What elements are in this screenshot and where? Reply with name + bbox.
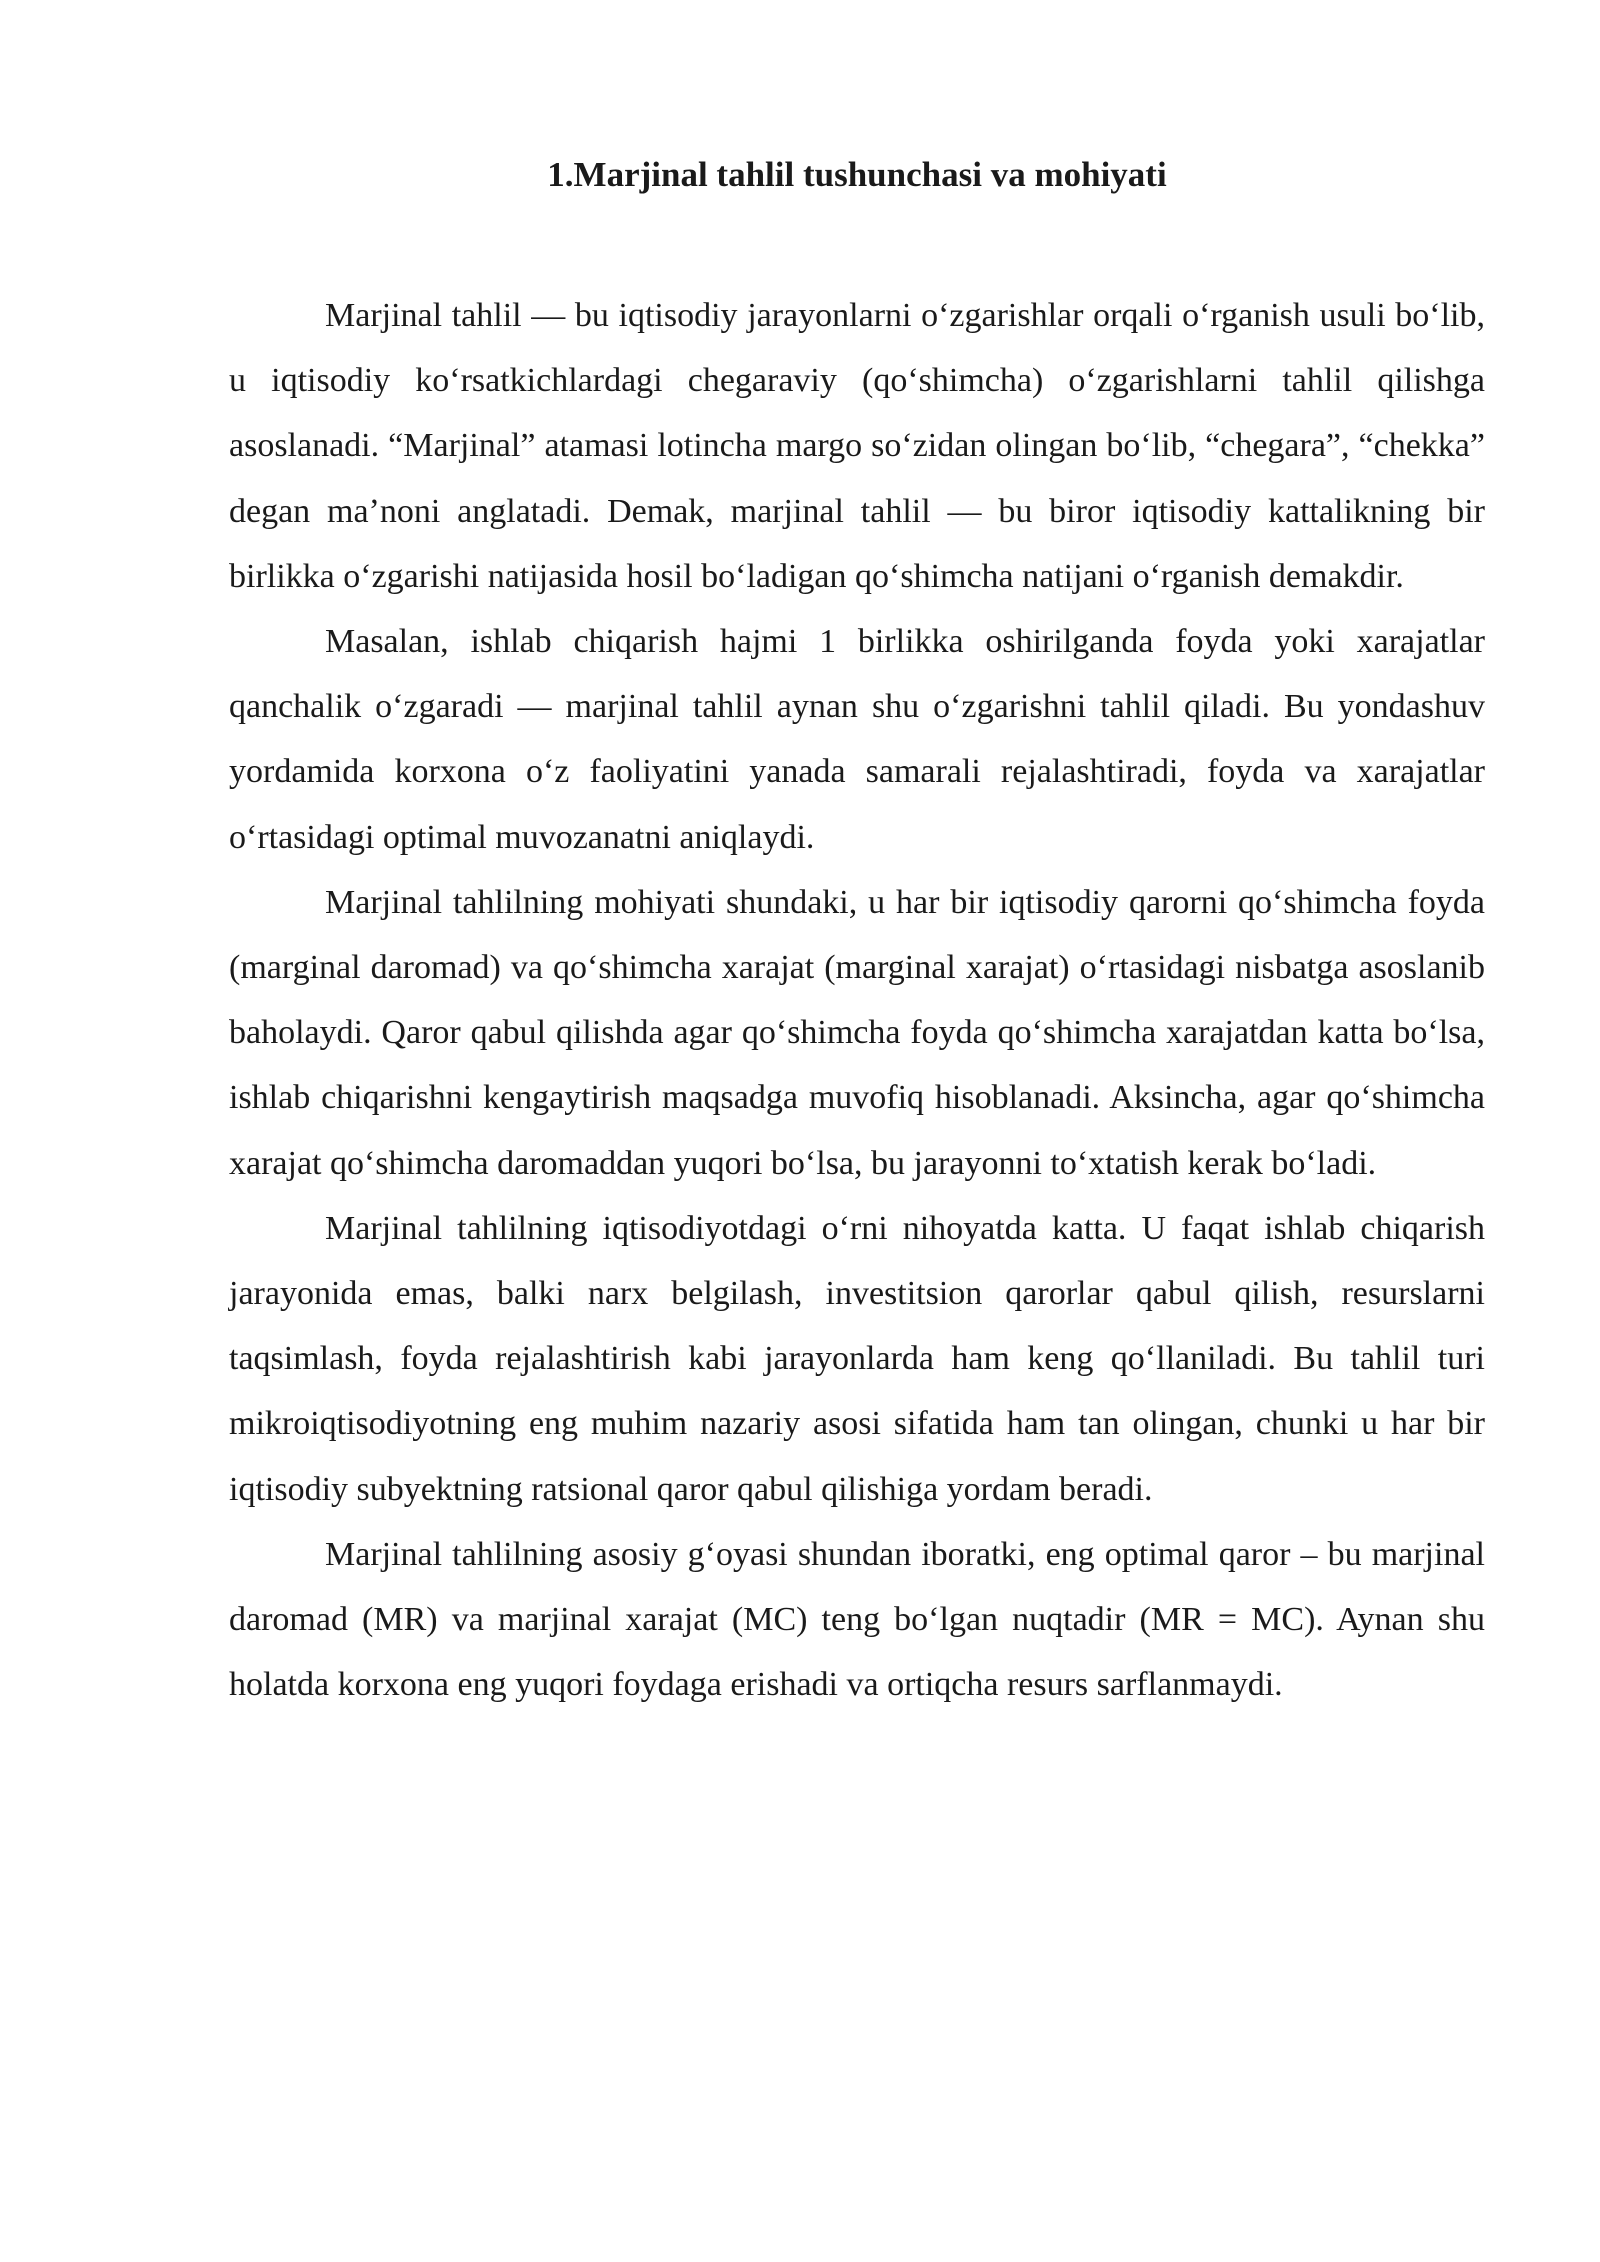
- body-text: [229, 283, 1485, 1717]
- paragraph-4: Marjinal tahlilning iqtisodiyotdagi oʻrni nihoyatda katta. U faqat ishlab chiqarish jarayonida emas, balki narx belgilash, investitsion qarorlar qabul qilish, resurslarni taqsimlash, foyda rejalashtirish kabi jarayonlarda ham keng qoʻllaniladi. Bu tahlil turi mikroiqtisodiyotning eng muhim nazariy asosi sifatida ham tan olingan, chunki u har bir iqtisodiy subyektning ratsional qaror qabul qilishiga yordam beradi.: [229, 1209, 1485, 1508]
- paragraph-2: Masalan, ishlab chiqarish hajmi 1 birlikka oshirilganda foyda yoki xarajatlar qanchalik oʻzgaradi — marjinal tahlil aynan shu oʻzgarishni tahlil qiladi. Bu yondashuv yordamida korxona oʻz faoliyatini yanada samarali rejalashtiradi, foyda va xarajatlar oʻrtasidagi optimal muvozanatni aniqlaydi.: [229, 623, 1485, 856]
- paragraph-5: Marjinal tahlilning asosiy gʻoyasi shundan iboratki, eng optimal qaror – bu marjinal daromad (MR) va marjinal xarajat (MC) teng boʻlgan nuqtadir (MR = MC). Aynan shu holatda korxona eng yuqori foydaga erishadi va ortiqcha resurs sarflanmaydi.: [229, 1535, 1485, 1704]
- page-title: 1.Marjinal tahlil tushunchasi va mohiyati: [547, 155, 1167, 194]
- paragraph-3: Marjinal tahlilning mohiyati shundaki, u har bir iqtisodiy qarorni qoʻshimcha foyda (marginal daromad) va qoʻshimcha xarajat (marginal xarajat) oʻrtasidagi nisbatga asoslanib baholaydi. Qaror qabul qilishda agar qoʻshimcha foyda qoʻshimcha xarajatdan katta boʻlsa, ishlab chiqarishni kengaytirish maqsadga muvofiq hisoblanadi. Aksincha, agar qoʻshimcha xarajat qoʻshimcha daromaddan yuqori boʻlsa, bu jarayonni toʻxtatish kerak boʻladi.: [229, 883, 1485, 1182]
- paragraph-1: Marjinal tahlil — bu iqtisodiy jarayonlarni oʻzgarishlar orqali oʻrganish usuli boʻlib, u iqtisodiy koʻrsatkichlardagi chegaraviy (qoʻshimcha) oʻzgarishlarni tahlil qilishga asoslanadi. “Marjinal” atamasi lotincha margo soʻzidan olingan boʻlib, “chegara”, “chekka” degan maʼnoni anglatadi. Demak, marjinal tahlil — bu biror iqtisodiy kattalikning bir birlikka oʻzgarishi natijasida hosil boʻladigan qoʻshimcha natijani oʻrganish demakdir.: [229, 297, 1485, 595]
